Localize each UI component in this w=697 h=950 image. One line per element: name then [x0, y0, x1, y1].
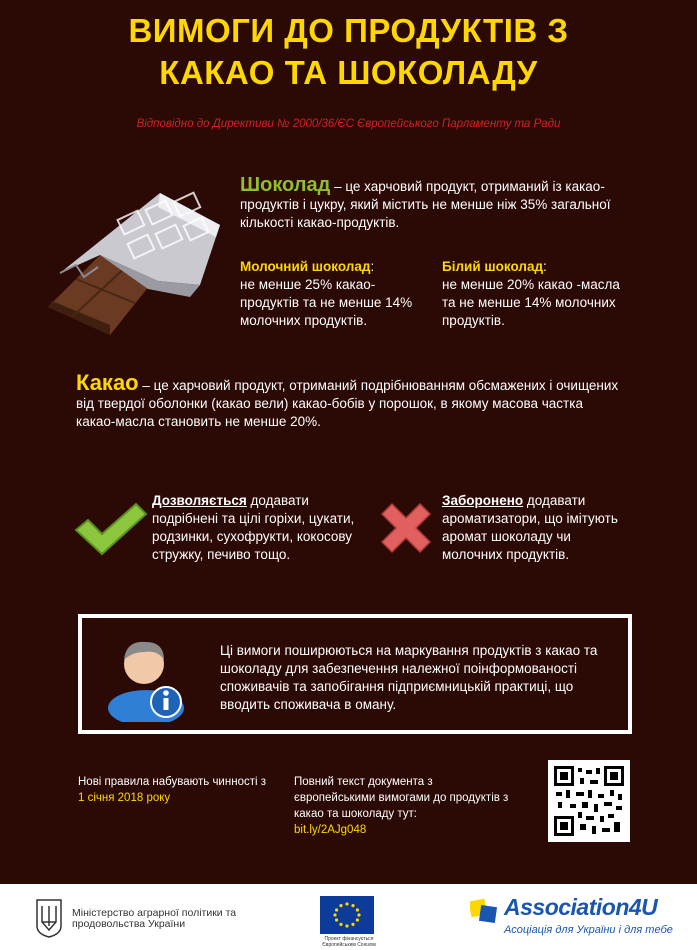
eu-flag	[320, 896, 374, 934]
effective-date-text: Нові правила набувають чинності з	[78, 776, 266, 788]
white-chocolate-heading: Білий шоколад	[442, 259, 544, 274]
chocolate-bar-image	[40, 185, 230, 335]
info-text: Ці вимоги поширюються на маркування продуктів з какао та шоколаду для забезпечення належної поінформованості споживачів та запобігання підприємницькій практиці, що вводить споживача в оману.	[220, 643, 598, 712]
cocoa-term: Какао	[76, 370, 139, 395]
allowed-text: додавати подрібнені та цілі горіхи, цукати, родзинки, сухофрукти, кокосову стружку, печиво тощо.	[152, 493, 355, 562]
allowed-heading: Дозволяється	[152, 493, 247, 508]
checkmark-icon	[72, 500, 148, 556]
cocoa-definition-text: – це харчовий продукт, отриманий подрібнюванням обсмажених і очищених від твердої оболонки (какао вели) какао-бобів у порошок, в якому масова частка какао-масла становить не менше 20%.	[76, 378, 619, 429]
allowed-rule	[152, 492, 357, 564]
effective-date: 1 січня 2018 року	[78, 792, 171, 804]
document-text: Повний текст документа з європейськими вимогами до продуктів з какао та шоколаду тут:	[294, 776, 509, 820]
white-chocolate-block	[442, 258, 632, 330]
association-logo	[470, 896, 500, 924]
document-note	[294, 774, 514, 838]
qr-code[interactable]	[548, 760, 630, 842]
milk-chocolate-heading: Молочний шоколад	[240, 259, 371, 274]
milk-chocolate-text: не менше 25% какао-продуктів та не менше 14% молочних продуктів.	[240, 277, 413, 328]
forbidden-heading: Заборонено	[442, 493, 524, 508]
logo-band	[0, 884, 697, 950]
trident-emblem	[34, 898, 64, 938]
ministry-name: Міністерство аграрної політики та продовольства України	[72, 907, 237, 930]
page-title	[0, 10, 697, 94]
chocolate-definition-text: – це харчовий продукт, отриманий із какао-продуктів і цукру, який містить не менше ніж 35% загальної кількості какао-продуктів.	[240, 179, 611, 230]
milk-chocolate-colon: :	[370, 259, 375, 274]
forbidden-text: додавати ароматизатори, що імітують аромат шоколаду чи молочних продуктів.	[442, 493, 618, 562]
forbidden-rule	[442, 492, 627, 564]
user-info-icon	[106, 630, 186, 722]
document-link[interactable]: bit.ly/2AJg048	[294, 824, 367, 836]
info-box	[78, 614, 632, 734]
white-chocolate-colon: :	[543, 259, 547, 274]
directive-subtitle: Відповідно до Директиви № 2000/36/ЄС Європейського Парламенту та Ради	[136, 118, 561, 130]
cocoa-definition	[76, 370, 621, 431]
milk-chocolate-block	[240, 258, 430, 330]
association-tagline: Асоціація для України і для тебе	[504, 924, 673, 936]
effective-date-note	[78, 774, 268, 806]
title-line-1: ВИМОГИ ДО ПРОДУКТІВ З	[128, 12, 569, 49]
eu-caption: Проект фінансується Європейським Союзом	[322, 936, 376, 948]
association-name: Association4U	[504, 894, 658, 920]
cross-icon	[378, 500, 434, 556]
white-chocolate-text: не менше 20% какао -масла та не менше 14% молочних продуктів.	[442, 277, 620, 328]
chocolate-term: Шоколад	[240, 174, 331, 196]
title-line-2: КАКАО ТА ШОКОЛАДУ	[159, 54, 538, 91]
chocolate-definition	[240, 176, 640, 232]
